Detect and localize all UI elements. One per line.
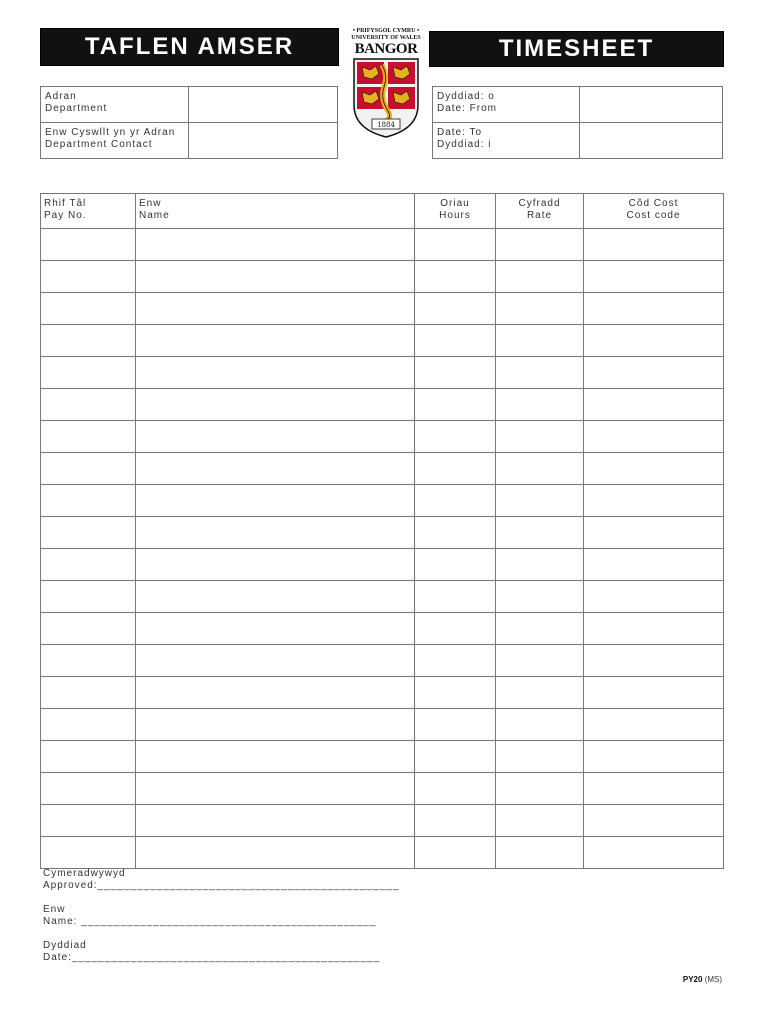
rate-cell[interactable] bbox=[496, 645, 584, 677]
timesheet-row bbox=[41, 325, 724, 357]
hours-cell[interactable] bbox=[415, 229, 496, 261]
shield-icon bbox=[348, 57, 424, 139]
timesheet-row bbox=[41, 293, 724, 325]
cost-code-cell[interactable] bbox=[584, 709, 724, 741]
column-header-name: Enw Name bbox=[136, 194, 415, 229]
cost-code-cell[interactable] bbox=[584, 645, 724, 677]
form-code-suffix: (MS) bbox=[704, 975, 722, 984]
timesheet-row bbox=[41, 549, 724, 581]
cost-code-cell[interactable] bbox=[584, 773, 724, 805]
label-department-contact: Enw Cyswllt yn yr Adran Department Contact bbox=[41, 123, 189, 159]
name-cell[interactable] bbox=[136, 325, 415, 357]
approved-label-welsh: Cymeradwywyd bbox=[43, 868, 126, 879]
hours-cell[interactable] bbox=[415, 389, 496, 421]
pay-no-cell[interactable] bbox=[41, 517, 136, 549]
hours-cell[interactable] bbox=[415, 293, 496, 325]
name-cell[interactable] bbox=[136, 485, 415, 517]
hours-cell[interactable] bbox=[415, 261, 496, 293]
timesheet-body bbox=[41, 229, 724, 869]
rate-cell[interactable] bbox=[496, 677, 584, 709]
name-cell[interactable] bbox=[136, 645, 415, 677]
hours-cell[interactable] bbox=[415, 613, 496, 645]
timesheet-row bbox=[41, 773, 724, 805]
column-header-pay-no: Rhif Tâl Pay No. bbox=[41, 194, 136, 229]
timesheet-row bbox=[41, 677, 724, 709]
timesheet-row bbox=[41, 645, 724, 677]
title-english: TIMESHEET bbox=[429, 31, 724, 67]
university-crest bbox=[348, 28, 424, 140]
hours-cell[interactable] bbox=[415, 485, 496, 517]
pay-no-cell[interactable] bbox=[41, 773, 136, 805]
header-right-table bbox=[432, 86, 723, 159]
pay-no-cell[interactable] bbox=[41, 421, 136, 453]
cost-code-cell[interactable] bbox=[584, 261, 724, 293]
timesheet-table bbox=[40, 193, 724, 869]
cost-code-cell[interactable] bbox=[584, 293, 724, 325]
cost-code-cell[interactable] bbox=[584, 421, 724, 453]
hours-cell[interactable] bbox=[415, 325, 496, 357]
rate-cell[interactable] bbox=[496, 453, 584, 485]
name-cell[interactable] bbox=[136, 421, 415, 453]
rate-cell[interactable] bbox=[496, 517, 584, 549]
timesheet-row bbox=[41, 517, 724, 549]
name-cell[interactable] bbox=[136, 293, 415, 325]
rate-cell[interactable] bbox=[496, 837, 584, 869]
timesheet-row bbox=[41, 453, 724, 485]
rate-cell[interactable] bbox=[496, 485, 584, 517]
pay-no-cell[interactable] bbox=[41, 261, 136, 293]
hours-cell[interactable] bbox=[415, 421, 496, 453]
name-label-welsh: Enw bbox=[43, 904, 66, 915]
timesheet-row bbox=[41, 229, 724, 261]
cost-code-cell[interactable] bbox=[584, 485, 724, 517]
name-line[interactable]: Name: _____________________________________________ bbox=[43, 916, 377, 927]
name-cell[interactable] bbox=[136, 261, 415, 293]
cost-code-cell[interactable] bbox=[584, 613, 724, 645]
rate-cell[interactable] bbox=[496, 613, 584, 645]
pay-no-cell[interactable] bbox=[41, 741, 136, 773]
form-code-number: PY20 bbox=[682, 975, 703, 984]
cost-code-cell[interactable] bbox=[584, 677, 724, 709]
timesheet-row bbox=[41, 837, 724, 869]
pay-no-cell[interactable] bbox=[41, 293, 136, 325]
pay-no-cell[interactable] bbox=[41, 389, 136, 421]
approved-line[interactable]: Approved:______________________________________________ bbox=[43, 880, 400, 891]
title-welsh: TAFLEN AMSER bbox=[40, 28, 339, 66]
pay-no-cell[interactable] bbox=[41, 229, 136, 261]
date-label-welsh: Dyddiad bbox=[43, 940, 87, 951]
crest-year: 1884 bbox=[377, 121, 395, 129]
rate-cell[interactable] bbox=[496, 357, 584, 389]
rate-cell[interactable] bbox=[496, 549, 584, 581]
name-cell[interactable] bbox=[136, 453, 415, 485]
hours-cell[interactable] bbox=[415, 357, 496, 389]
date-from-field[interactable] bbox=[580, 87, 723, 123]
header-row-department bbox=[41, 87, 338, 123]
rate-cell[interactable] bbox=[496, 709, 584, 741]
pay-no-cell[interactable] bbox=[41, 581, 136, 613]
cost-code-cell[interactable] bbox=[584, 325, 724, 357]
column-header-rate: Cyfradd Rate bbox=[496, 194, 584, 229]
timesheet-row bbox=[41, 421, 724, 453]
hours-cell[interactable] bbox=[415, 709, 496, 741]
department-field[interactable] bbox=[189, 87, 338, 123]
rate-cell[interactable] bbox=[496, 773, 584, 805]
name-cell[interactable] bbox=[136, 837, 415, 869]
name-cell[interactable] bbox=[136, 677, 415, 709]
timesheet-row bbox=[41, 613, 724, 645]
name-cell[interactable] bbox=[136, 709, 415, 741]
cost-code-cell[interactable] bbox=[584, 837, 724, 869]
name-cell[interactable] bbox=[136, 613, 415, 645]
name-cell[interactable] bbox=[136, 549, 415, 581]
rate-cell[interactable] bbox=[496, 805, 584, 837]
label-date-from: Dyddiad: o Date: From bbox=[433, 87, 580, 123]
pay-no-cell[interactable] bbox=[41, 709, 136, 741]
cost-code-cell[interactable] bbox=[584, 805, 724, 837]
crest-top-line-2: UNIVERSITY OF WALES bbox=[351, 35, 421, 41]
label-date-to: Date: To Dyddiad: i bbox=[433, 123, 580, 159]
pay-no-cell[interactable] bbox=[41, 357, 136, 389]
rate-cell[interactable] bbox=[496, 229, 584, 261]
cost-code-cell[interactable] bbox=[584, 229, 724, 261]
header-row-contact bbox=[41, 123, 338, 159]
header-row-date-from bbox=[433, 87, 723, 123]
hours-cell[interactable] bbox=[415, 773, 496, 805]
header-left-table bbox=[40, 86, 338, 159]
cost-code-cell[interactable] bbox=[584, 453, 724, 485]
rate-cell[interactable] bbox=[496, 293, 584, 325]
pay-no-cell[interactable] bbox=[41, 325, 136, 357]
department-contact-field[interactable] bbox=[189, 123, 338, 159]
pay-no-cell[interactable] bbox=[41, 485, 136, 517]
cost-code-cell[interactable] bbox=[584, 357, 724, 389]
hours-cell[interactable] bbox=[415, 741, 496, 773]
timesheet-row bbox=[41, 261, 724, 293]
rate-cell[interactable] bbox=[496, 261, 584, 293]
hours-cell[interactable] bbox=[415, 549, 496, 581]
rate-cell[interactable] bbox=[496, 741, 584, 773]
pay-no-cell[interactable] bbox=[41, 613, 136, 645]
cost-code-cell[interactable] bbox=[584, 741, 724, 773]
hours-cell[interactable] bbox=[415, 645, 496, 677]
date-line[interactable]: Date:_______________________________________________ bbox=[43, 952, 381, 963]
rate-cell[interactable] bbox=[496, 421, 584, 453]
column-header-hours: Oriau Hours bbox=[415, 194, 496, 229]
pay-no-cell[interactable] bbox=[41, 805, 136, 837]
name-cell[interactable] bbox=[136, 357, 415, 389]
timesheet-row bbox=[41, 485, 724, 517]
rate-cell[interactable] bbox=[496, 325, 584, 357]
cost-code-cell[interactable] bbox=[584, 517, 724, 549]
name-cell[interactable] bbox=[136, 741, 415, 773]
hours-cell[interactable] bbox=[415, 517, 496, 549]
name-cell[interactable] bbox=[136, 517, 415, 549]
hours-cell[interactable] bbox=[415, 805, 496, 837]
timesheet-row bbox=[41, 805, 724, 837]
column-header-cost-code: Côd Cost Cost code bbox=[584, 194, 724, 229]
crest-name: BANGOR bbox=[354, 41, 418, 57]
hours-cell[interactable] bbox=[415, 677, 496, 709]
pay-no-cell[interactable] bbox=[41, 645, 136, 677]
pay-no-cell[interactable] bbox=[41, 677, 136, 709]
timesheet-header-row bbox=[41, 194, 724, 229]
hours-cell[interactable] bbox=[415, 837, 496, 869]
name-cell[interactable] bbox=[136, 805, 415, 837]
timesheet-row bbox=[41, 389, 724, 421]
form-code bbox=[660, 975, 722, 984]
crest-top-line-1: • PRIFYSGOL CYMRU • bbox=[352, 28, 420, 34]
hours-cell[interactable] bbox=[415, 581, 496, 613]
name-cell[interactable] bbox=[136, 229, 415, 261]
name-cell[interactable] bbox=[136, 773, 415, 805]
cost-code-cell[interactable] bbox=[584, 549, 724, 581]
timesheet-row bbox=[41, 709, 724, 741]
timesheet-row bbox=[41, 741, 724, 773]
name-cell[interactable] bbox=[136, 581, 415, 613]
pay-no-cell[interactable] bbox=[41, 549, 136, 581]
header-row-date-to bbox=[433, 123, 723, 159]
cost-code-cell[interactable] bbox=[584, 389, 724, 421]
label-department: Adran Department bbox=[41, 87, 189, 123]
name-cell[interactable] bbox=[136, 389, 415, 421]
rate-cell[interactable] bbox=[496, 581, 584, 613]
timesheet-row bbox=[41, 357, 724, 389]
pay-no-cell[interactable] bbox=[41, 453, 136, 485]
cost-code-cell[interactable] bbox=[584, 581, 724, 613]
hours-cell[interactable] bbox=[415, 453, 496, 485]
pay-no-cell[interactable] bbox=[41, 837, 136, 869]
rate-cell[interactable] bbox=[496, 389, 584, 421]
date-to-field[interactable] bbox=[580, 123, 723, 159]
timesheet-row bbox=[41, 581, 724, 613]
